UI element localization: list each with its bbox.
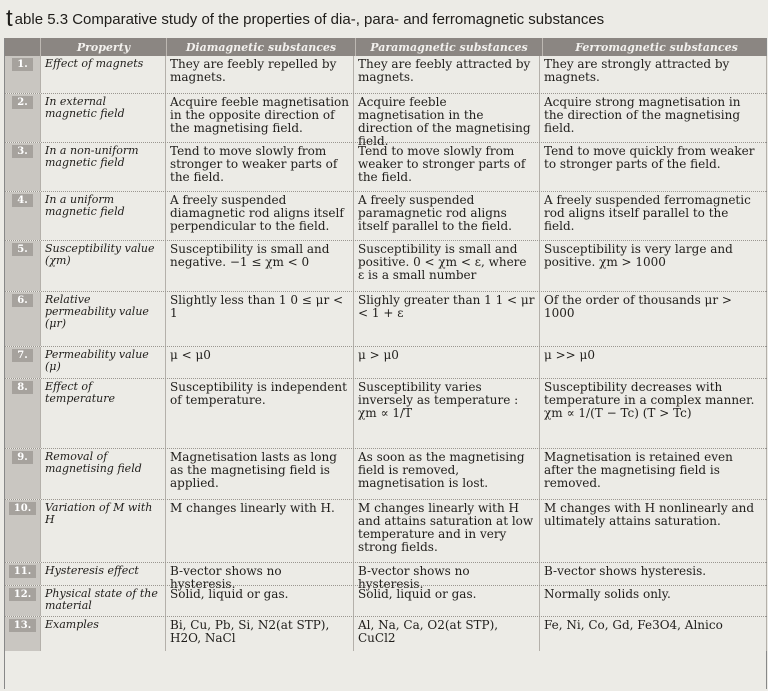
row-number: 6. (12, 294, 32, 307)
ferromagnetic-cell: Magnetisation is retained even after the magnetising field is removed. (540, 449, 767, 499)
paramagnetic-cell: B-vector shows no hysteresis. (354, 563, 540, 585)
table-row (5, 292, 766, 347)
row-number: 4. (12, 194, 32, 207)
comparison-table (4, 38, 767, 689)
property-cell: Hysteresis effect (41, 563, 166, 585)
ferromagnetic-cell: They are strongly attracted by magnets. (540, 56, 767, 93)
row-number: 5. (12, 243, 32, 256)
table-caption (6, 4, 766, 34)
paramagnetic-cell: They are feebly attracted by magnets. (354, 56, 540, 93)
property-cell: Physical state of the material (41, 586, 166, 616)
paramagnetic-cell: Al, Na, Ca, O2(at STP), CuCl2 (354, 617, 540, 651)
table-row (5, 192, 766, 241)
paramagnetic-cell: A freely suspended paramagnetic rod aligns itself parallel to the field. (354, 192, 540, 240)
diamagnetic-cell: Susceptibility is independent of temperature. (166, 379, 354, 448)
paramagnetic-cell: Slighly greater than 1 1 < μr < 1 + ε (354, 292, 540, 346)
header-diamagnetic: Diamagnetic substances (167, 38, 356, 56)
table-row (5, 94, 766, 148)
row-number: 10. (9, 502, 36, 515)
diamagnetic-cell: Tend to move slowly from stronger to weaker parts of the field. (166, 143, 354, 191)
property-cell: Permeability value (μ) (41, 347, 166, 378)
diamagnetic-cell: Slightly less than 1 0 ≤ μr < 1 (166, 292, 354, 346)
paramagnetic-cell: Susceptibility is small and positive. 0 < χm < ε, where ε is a small number (354, 241, 540, 291)
paramagnetic-cell: Solid, liquid or gas. (354, 586, 540, 616)
diamagnetic-cell: Solid, liquid or gas. (166, 586, 354, 616)
table-row (5, 563, 766, 591)
diamagnetic-cell: B-vector shows no hysteresis. (166, 563, 354, 585)
paramagnetic-cell: As soon as the magnetising field is removed, magnetisation is lost. (354, 449, 540, 499)
caption-text: able 5.3 Comparative study of the properties of dia-, para- and ferromagnetic substances (14, 10, 605, 28)
ferromagnetic-cell: Susceptibility is very large and positive. χm > 1000 (540, 241, 767, 291)
ferromagnetic-cell: μ >> μ0 (540, 347, 767, 378)
table-row (5, 586, 766, 617)
table-header (5, 38, 766, 56)
table-row (5, 379, 766, 449)
row-number: 3. (12, 145, 32, 158)
property-cell: In a non-uniform magnetic field (41, 143, 166, 191)
ferromagnetic-cell: Susceptibility decreases with temperature in a complex manner. χm ∝ 1/(T − Tc) (T > Tc) (540, 379, 767, 448)
table-row (5, 500, 766, 563)
paramagnetic-cell: Acquire feeble magnetisation in the direction of the magnetising field. (354, 94, 540, 142)
table-row (5, 56, 766, 94)
diamagnetic-cell: M changes linearly with H. (166, 500, 354, 562)
table-row (5, 347, 766, 379)
header-property: Property (41, 38, 167, 56)
diamagnetic-cell: μ < μ0 (166, 347, 354, 378)
table-row (5, 449, 766, 500)
property-cell: Relative permeability value (μr) (41, 292, 166, 346)
row-number: 1. (12, 58, 32, 71)
row-number: 7. (12, 349, 32, 362)
table-row (5, 143, 766, 192)
property-cell: In external magnetic field (41, 94, 166, 142)
caption-initial: t (6, 5, 13, 32)
property-cell: Effect of magnets (41, 56, 166, 93)
diamagnetic-cell: A freely suspended diamagnetic rod aligns itself perpendicular to the field. (166, 192, 354, 240)
property-cell: Variation of M with H (41, 500, 166, 562)
row-number: 9. (12, 451, 32, 464)
diamagnetic-cell: They are feebly repelled by magnets. (166, 56, 354, 93)
header-ferromagnetic: Ferromagnetic substances (543, 38, 768, 56)
paramagnetic-cell: Tend to move slowly from weaker to stronger parts of the field. (354, 143, 540, 191)
row-number: 11. (9, 565, 36, 578)
ferromagnetic-cell: Acquire strong magnetisation in the direction of the magnetising field. (540, 94, 767, 142)
header-paramagnetic: Paramagnetic substances (356, 38, 543, 56)
row-number: 13. (9, 619, 36, 632)
ferromagnetic-cell: Normally solids only. (540, 586, 767, 616)
table-row (5, 617, 766, 651)
property-cell: Examples (41, 617, 166, 651)
ferromagnetic-cell: Tend to move quickly from weaker to stronger parts of the field. (540, 143, 767, 191)
property-cell: Effect of temperature (41, 379, 166, 448)
paramagnetic-cell: M changes linearly with H and attains saturation at low temperature and in very strong fields. (354, 500, 540, 562)
diamagnetic-cell: Magnetisation lasts as long as the magnetising field is applied. (166, 449, 354, 499)
row-number: 12. (9, 588, 36, 601)
diamagnetic-cell: Bi, Cu, Pb, Si, N2(at STP), H2O, NaCl (166, 617, 354, 651)
property-cell: In a uniform magnetic field (41, 192, 166, 240)
paramagnetic-cell: Susceptibility varies inversely as temperature : χm ∝ 1/T (354, 379, 540, 448)
ferromagnetic-cell: M changes with H nonlinearly and ultimately attains saturation. (540, 500, 767, 562)
table-row (5, 241, 766, 292)
ferromagnetic-cell: Of the order of thousands μr > 1000 (540, 292, 767, 346)
property-cell: Removal of magnetising field (41, 449, 166, 499)
row-number: 8. (12, 381, 32, 394)
paramagnetic-cell: μ > μ0 (354, 347, 540, 378)
diamagnetic-cell: Acquire feeble magnetisation in the opposite direction of the magnetising field. (166, 94, 354, 142)
property-cell: Susceptibility value (χm) (41, 241, 166, 291)
ferromagnetic-cell: A freely suspended ferromagnetic rod aligns itself parallel to the field. (540, 192, 767, 240)
ferromagnetic-cell: Fe, Ni, Co, Gd, Fe3O4, Alnico (540, 617, 767, 651)
row-number: 2. (12, 96, 32, 109)
ferromagnetic-cell: B-vector shows hysteresis. (540, 563, 767, 585)
diamagnetic-cell: Susceptibility is small and negative. −1 ≤ χm < 0 (166, 241, 354, 291)
